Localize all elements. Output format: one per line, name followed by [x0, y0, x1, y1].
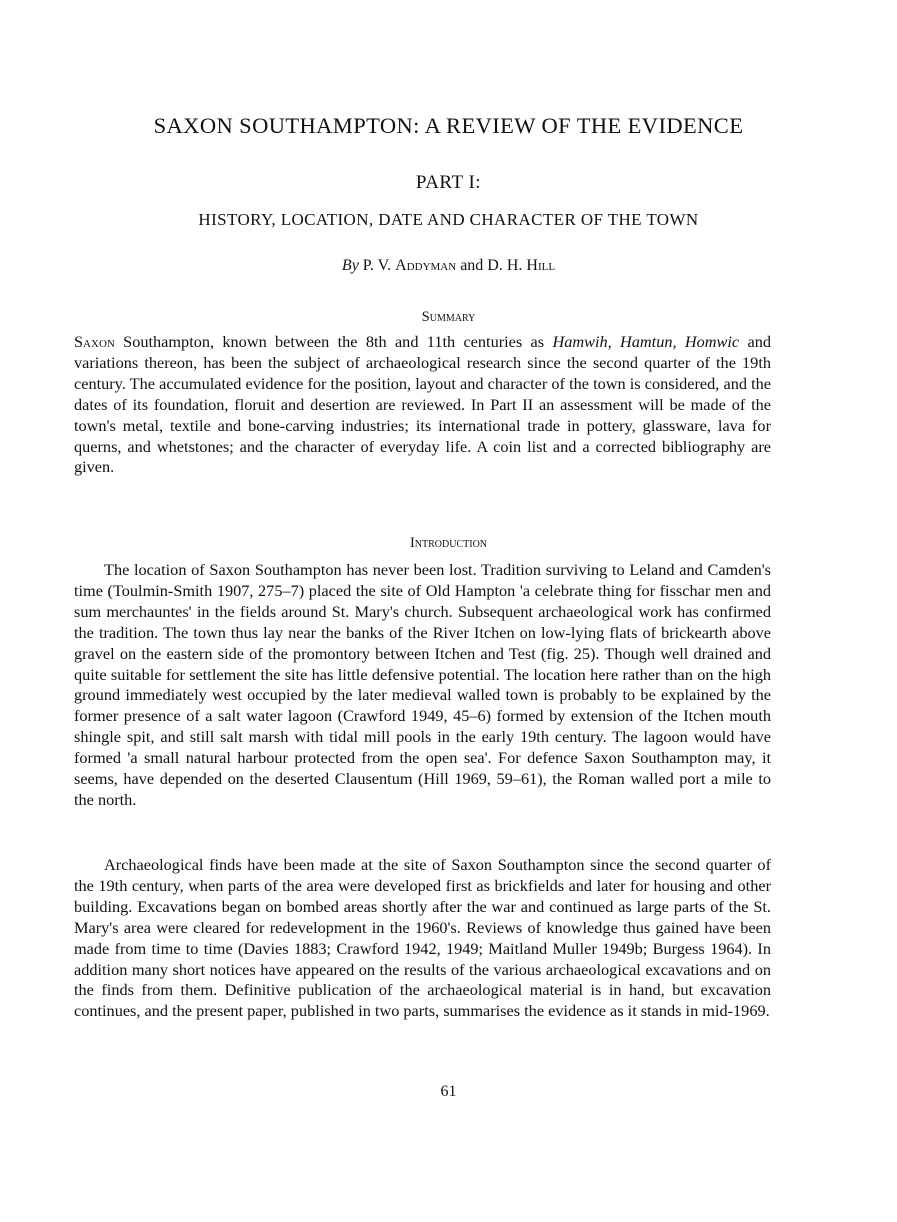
summary-name-hamwih: Hamwih,	[552, 332, 612, 351]
byline-conjunction: and	[460, 257, 484, 274]
byline	[40, 255, 857, 277]
part-label: PART I:	[415, 172, 482, 193]
summary-lead-word: Saxon	[74, 332, 115, 351]
author1-surname: Addyman	[395, 257, 457, 274]
introduction-paragraph-2: Archaeological finds have been made at the site of Saxon Southampton since the second quarter of the 19th century, when parts of the area were developed first as brickfields and later for housing and other building. Excavations began on bombed areas shortly after the war and continued as large parts of the St. Mary's area were cleared for redevelopment in the 1960's. Reviews of knowledge thus gained have been made from time to time (Davies 1883; Crawford 1942, 1949; Maitland Muller 1949b; Burgess 1964). In addition many short notices have appeared on the results of the various archaeological excavations and on the finds from them. Definitive publication of the archaeological material is in hand, but excavation continues, and the present paper, published in two parts, summarises the evidence as it stands in mid-1969.	[74, 855, 771, 1021]
summary-text-before-names: Southampton, known between the 8th and 11th centuries as	[114, 332, 553, 351]
summary-text-after-names: and variations thereon, has been the subject of archaeological research since the second quarter of the 19th century. The accumulated evidence for the position, layout and character of the town is considered, and the dates of its foundation, floruit and desertion are reviewed. In Part II an assessment will be made of the town's metal, textile and bone-carving industries; its international trade in pottery, glassware, lava for querns, and whetstones; and the character of everyday life. A coin list and a corrected bibliography are given.	[74, 332, 771, 477]
author2-surname: Hill	[526, 257, 556, 274]
summary-name-homwic: Homwic	[684, 332, 740, 351]
introduction-heading: Introduction	[409, 535, 488, 551]
article-subtitle: HISTORY, LOCATION, DATE AND CHARACTER OF THE TOWN	[198, 210, 699, 229]
summary-paragraph	[74, 332, 771, 478]
byline-by: By	[341, 257, 359, 274]
summary-name-hamtun: Hamtun,	[620, 332, 677, 351]
summary-heading: Summary	[421, 309, 476, 325]
author1-initials: P. V.	[362, 257, 392, 274]
page-number: 61	[440, 1083, 457, 1100]
article-title: SAXON SOUTHAMPTON: A REVIEW OF THE EVIDENCE	[153, 113, 744, 138]
introduction-paragraph-1: The location of Saxon Southampton has never been lost. Tradition surviving to Leland and Camden's time (Toulmin-Smith 1907, 275–7) placed the site of Old Hampton 'a celebrate thing for fisschar men and sum merchauntes' in the fields around St. Mary's church. Subsequent archaeological work has confirmed the tradition. The town thus lay near the banks of the River Itchen on low-lying flats of brickearth above gravel on the eastern side of the promontory between Itchen and Test (fig. 25). Though well drained and quite suitable for settlement the site has little defensive potential. The location here rather than on the high ground immediately west occupied by the later medieval walled town is probably to be explained by the former presence of a salt water lagoon (Crawford 1949, 45–6) formed by extension of the Itchen mouth shingle spit, and still salt marsh with tidal mill pools in the early 19th century. The lagoon would have formed 'a small natural harbour protected from the open sea'. For defence Saxon Southampton may, it seems, have depended on the deserted Clausentum (Hill 1969, 59–61), the Roman walled port a mile to the north.	[74, 560, 771, 809]
author2-initials: D. H.	[487, 257, 523, 274]
